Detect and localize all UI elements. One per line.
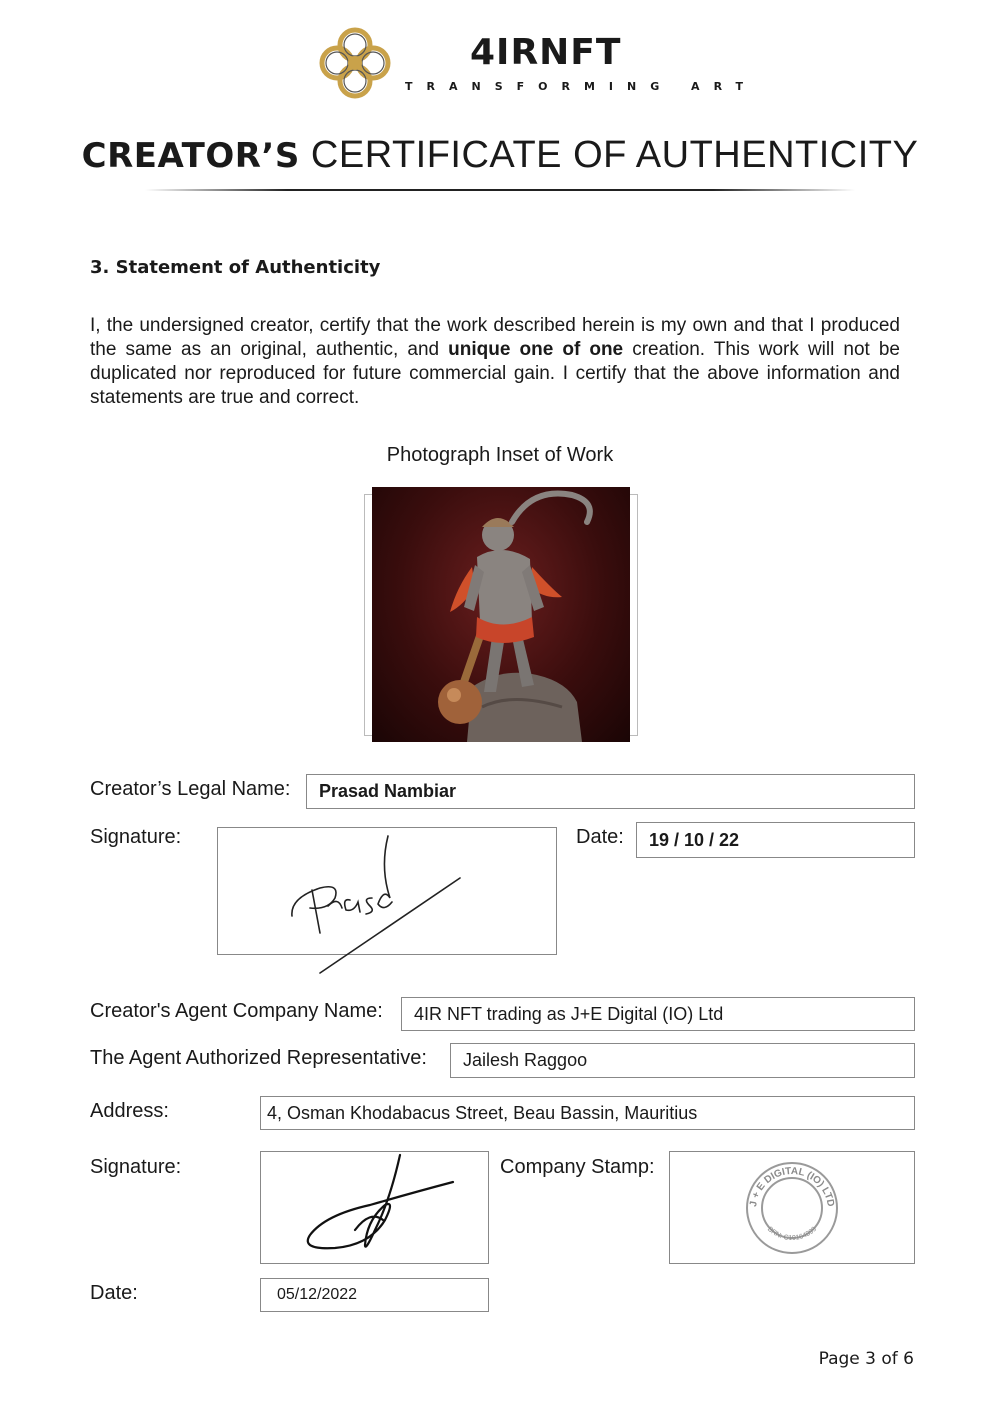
page-number: Page 3 of 6 [818, 1349, 914, 1369]
legal-name-field[interactable]: Prasad Nambiar [306, 774, 915, 809]
title-rest: CERTIFICATE OF AUTHENTICITY [310, 134, 919, 176]
agent-rep-field[interactable]: Jailesh Raggoo [450, 1043, 915, 1078]
agent-signature-icon [295, 1150, 465, 1260]
statement-bold: unique one of one [448, 339, 624, 360]
agent-date-field[interactable]: 05/12/2022 [260, 1278, 489, 1312]
statement-part1: I, the undersigned creator, certify that the work described herein is my own and that I produced the same as an original, authentic, and [90, 315, 900, 360]
stamp-text-bottom: BRN: C19164899 [765, 1225, 819, 1243]
sculpture-image-icon [372, 487, 630, 742]
agent-company-label: Creator's Agent Company Name: [90, 1000, 383, 1022]
company-stamp-label: Company Stamp: [500, 1156, 655, 1178]
agent-date-label: Date: [90, 1282, 138, 1304]
title-divider [145, 189, 855, 191]
creator-signature-icon [280, 828, 480, 978]
agent-company-field[interactable]: 4IR NFT trading as J+E Digital (IO) Ltd [401, 997, 915, 1031]
agent-signature-label: Signature: [90, 1156, 182, 1178]
creator-signature-label: Signature: [90, 826, 182, 848]
address-label: Address: [90, 1100, 169, 1122]
svg-text:J + E DIGITAL (IO) LTD [748, 1166, 836, 1208]
brand-logo-icon [316, 24, 394, 102]
legal-name-label: Creator’s Legal Name: [90, 778, 291, 800]
artwork-photo [372, 487, 630, 742]
section-heading: 3. Statement of Authenticity [90, 257, 381, 278]
company-stamp-seal-icon [742, 1160, 842, 1256]
photo-caption: Photograph Inset of Work [386, 444, 614, 466]
page-title [0, 134, 1000, 177]
brand-name: 4IRNFT [470, 32, 622, 73]
brand-tagline: TRANSFORMING ART [405, 80, 758, 93]
svg-text:BRN: C19164899 [766, 1226, 818, 1242]
creator-date-field[interactable]: 19 / 10 / 22 [636, 822, 915, 858]
title-bold: CREATOR’S [81, 136, 300, 176]
stamp-text-top: J + E DIGITAL (IO) LTD [748, 1165, 836, 1208]
address-field[interactable]: 4, Osman Khodabacus Street, Beau Bassin, Mauritius [260, 1096, 915, 1130]
statement-text [90, 314, 900, 410]
statement-part2: creation. This work will not be duplicated nor reproduced for future commercial gain. I certify that the above information and statements are true and correct. [90, 339, 901, 408]
agent-rep-label: The Agent Authorized Representative: [90, 1047, 427, 1069]
creator-date-label: Date: [576, 826, 624, 848]
